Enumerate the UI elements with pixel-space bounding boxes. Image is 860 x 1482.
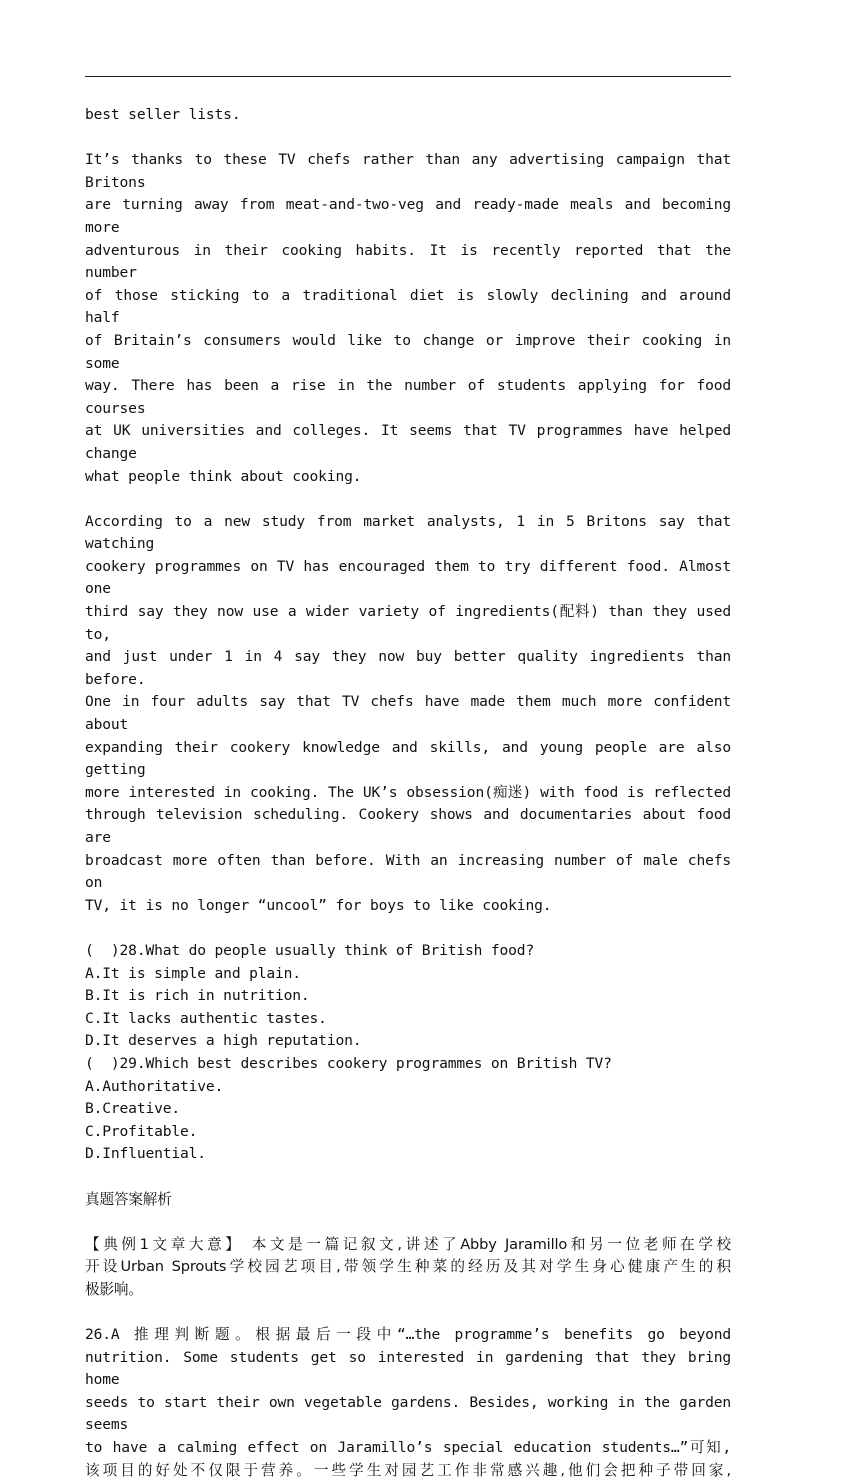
text-line: third say they now use a wider variety of ingredients(配料) than they used to, — [85, 603, 731, 643]
text-line: of Britain’s consumers would like to change or improve their cooking in some — [85, 331, 731, 372]
text-line: One in four adults say that TV chefs have made them much more confident about — [85, 693, 731, 734]
question-29-option-d: D.Influential. — [85, 1145, 206, 1163]
text-line: expanding their cookery knowledge and skills, and young people are also getting — [85, 738, 731, 779]
text-line: to have a calming effect on Jaramillo’s special education students…”可知, — [85, 1439, 731, 1457]
text-line: way. There has been a rise in the number of students applying for food courses — [85, 377, 731, 417]
text-line: of those sticking to a traditional diet is slowly declining and around half — [85, 286, 731, 327]
paragraph-study — [85, 511, 731, 918]
text-line: broadcast more often than before. With an increasing number of male chefs on — [85, 851, 731, 892]
question-28-option-b: B.It is rich in nutrition. — [85, 987, 310, 1005]
text-line: more interested in cooking. The UK’s obsession(痴迷) with food is reflected — [85, 783, 731, 801]
answer-heading — [85, 1189, 731, 1212]
question-list — [85, 940, 731, 1166]
text-line: seeds to start their own vegetable gardens. Besides, working in the garden seems — [85, 1393, 731, 1434]
question-28-option-c: C.It lacks authentic tastes. — [85, 1009, 327, 1027]
text-line: 【典例1文章大意】 本文是一篇记叙文,讲述了Abby Jaramillo和另一位老师在学校 — [85, 1235, 731, 1253]
question-28-option-a: A.It is simple and plain. — [85, 964, 301, 982]
text-line: at UK universities and colleges. It seems that TV programmes have helped change — [85, 422, 731, 462]
summary-paragraph — [85, 1234, 731, 1302]
question-28-stem: ( )28.What do people usually think of British food? — [85, 941, 535, 959]
text-line: cookery programmes on TV has encouraged them to try different food. Almost one — [85, 557, 731, 598]
section-heading: 真题答案解析 — [85, 1190, 172, 1208]
text-line: TV, it is no longer “uncool” for boys to like cooking. — [85, 896, 552, 914]
text-line: what people think about cooking. — [85, 467, 362, 485]
text-line: adventurous in their cooking habits. It is recently reported that the number — [85, 241, 731, 282]
question-29-stem: ( )29.Which best describes cookery programmes on British TV? — [85, 1054, 612, 1072]
intro-fragment — [85, 104, 731, 127]
text-line: According to a new study from market analysts, 1 in 5 Britons say that watching — [85, 512, 731, 553]
question-29-option-a: A.Authoritative. — [85, 1077, 224, 1095]
text-line: 该项目的好处不仅限于营养。一些学生对园艺工作非常感兴趣,他们会把种子带回家, — [85, 1461, 731, 1479]
question-29-option-c: C.Profitable. — [85, 1122, 198, 1140]
answer-26-paragraph — [85, 1324, 731, 1482]
document-body — [85, 104, 731, 1482]
text-line: through television scheduling. Cookery shows and documentaries about food are — [85, 806, 731, 846]
text-line: best seller lists. — [85, 106, 241, 123]
text-line: It’s thanks to these TV chefs rather than any advertising campaign that Britons — [85, 151, 731, 191]
text-line: 开设Urban Sprouts学校园艺项目,带领学生种菜的经历及其对学生身心健康产生的积 — [85, 1258, 731, 1276]
text-line: 极影响。 — [85, 1280, 143, 1298]
text-line: are turning away from meat-and-two-veg and ready-made meals and becoming more — [85, 196, 731, 236]
question-28-option-d: D.It deserves a high reputation. — [85, 1032, 362, 1050]
question-29-option-b: B.Creative. — [85, 1100, 180, 1118]
paragraph-tv-chefs — [85, 149, 731, 488]
text-line: and just under 1 in 4 say they now buy better quality ingredients than before. — [85, 648, 731, 688]
header-rule — [85, 76, 731, 77]
text-line: nutrition. Some students get so interested in gardening that they bring home — [85, 1348, 731, 1389]
text-line: 26.A 推理判断题。根据最后一段中“…the programme’s benefits go beyond — [85, 1326, 731, 1344]
